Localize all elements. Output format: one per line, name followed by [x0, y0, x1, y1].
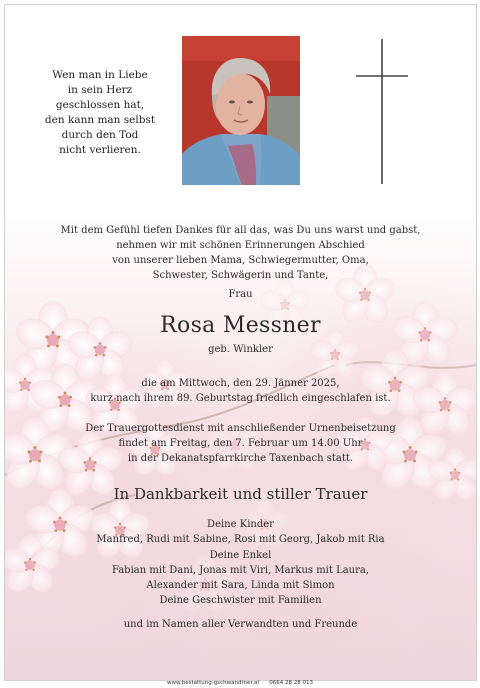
children-group: [5, 517, 476, 547]
children-line: Manfred, Rudi mit Sabine, Rosi mit Georg, Jakob mit Ria: [96, 534, 385, 545]
deceased-name: Rosa Messner: [160, 313, 321, 338]
portrait-photo: [182, 36, 300, 185]
verse-line: nicht verlieren.: [59, 144, 141, 156]
siblings-line: Deine Geschwister mit Familien: [159, 595, 322, 606]
cross-icon: [356, 39, 408, 184]
footer-phone: 0664 28 28 013: [269, 680, 314, 686]
grandchildren-line: Fabian mit Dani, Jonas mit Viri, Markus mit Laura,: [111, 565, 370, 576]
service-line: findet am Freitag, den 7. Februar um 14.00 Uhr: [118, 438, 363, 449]
death-line: die am Mittwoch, den 29. Jänner 2025,: [141, 378, 340, 389]
children-title: Deine Kinder: [207, 519, 274, 530]
death-notice: [5, 376, 476, 406]
birth-name: geb. Winkler: [208, 344, 273, 355]
intro-line: Schwester, Schwägerin und Tante,: [152, 270, 329, 281]
intro-line: nehmen wir mit schönen Erinnerungen Abschied: [116, 240, 365, 251]
death-line: kurz nach ihrem 89. Geburtstag friedlich eingeschlafen ist.: [90, 393, 391, 404]
footer: [0, 679, 480, 688]
salutation: Frau: [228, 289, 253, 300]
relatives-line: und im Namen aller Verwandten und Freunde: [123, 619, 358, 630]
verse-line: geschlossen hat,: [55, 99, 145, 111]
service-line: Der Trauergottesdienst mit anschließender Urnenbeisetzung: [85, 423, 396, 434]
footer-website: www.bestattung-gschwandtner.at: [166, 680, 260, 686]
grandchildren-line: Alexander mit Sara, Linda mit Simon: [146, 580, 335, 591]
verse-line: den kann man selbst: [44, 114, 156, 126]
verse-line: durch den Tod: [61, 129, 139, 141]
parte-card: [4, 4, 477, 681]
intro-text: [5, 223, 476, 283]
grandchildren-group: [5, 548, 476, 593]
service-info: [5, 421, 476, 466]
intro-line: von unserer lieben Mama, Schwiegermutter, Oma,: [112, 255, 369, 266]
mourning-heading: In Dankbarkeit und stiller Trauer: [113, 485, 368, 503]
portrait-illustration: [182, 36, 300, 185]
intro-line: Mit dem Gefühl tiefen Dankes für all das, was Du uns warst und gabst,: [60, 225, 421, 236]
service-line: in der Dekanatspfarrkirche Taxenbach statt.: [127, 453, 354, 464]
grandchildren-title: Deine Enkel: [209, 550, 272, 561]
verse-line: in sein Herz: [67, 84, 133, 96]
verse-line: Wen man in Liebe: [52, 69, 148, 81]
memorial-verse: [25, 68, 175, 158]
